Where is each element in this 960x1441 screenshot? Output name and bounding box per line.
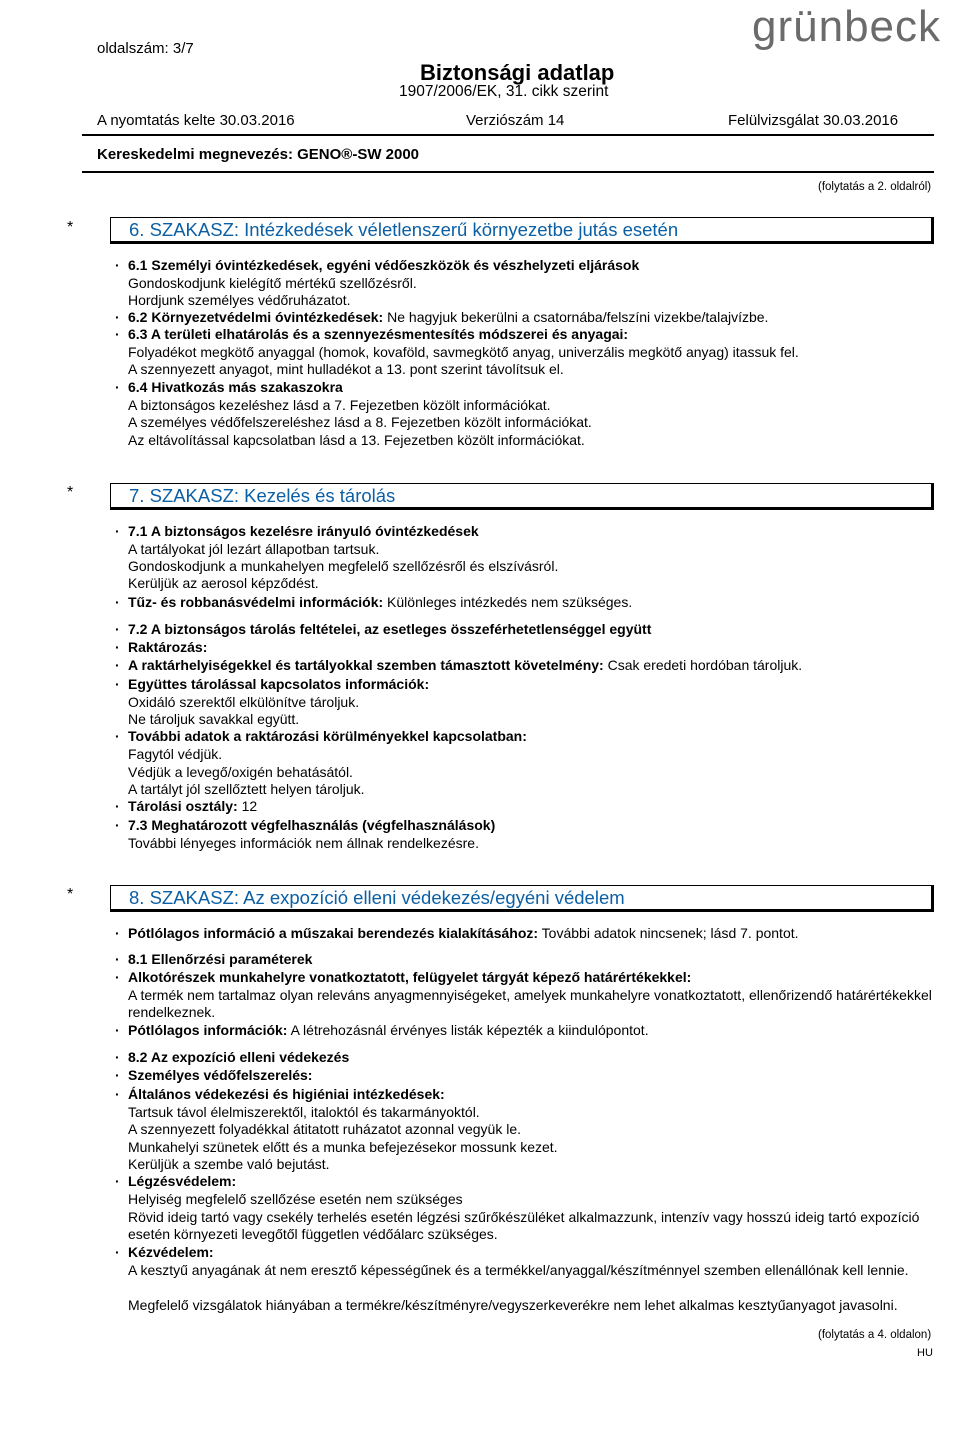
further-storage-line: Védjük a levegő/oxigén behatásától. [128,764,353,780]
hygiene-line: A szennyezett folyadékkal átitatott ruházatot azonnal vegyük le. [128,1121,522,1137]
hygiene-heading: Általános védekezési és higiéniai intézkedések: [128,1086,445,1102]
section-8-title: 8. SZAKASZ: Az expozíció elleni védekezés/egyéni védelem [129,887,625,908]
further-storage-line: A tartályt jól szellőztett helyen tároljuk. [128,781,365,797]
bullet: · [115,969,120,985]
additional-info [128,1022,649,1039]
s7-1-line: Gondoskodjunk a munkahelyen megfelelő szellőzésről és elszívásról. [128,558,559,574]
s6-2-text: Ne hagyjuk bekerülni a csatornába/felszíni vizekbe/talajvízbe. [383,309,769,325]
revision-marker: * [67,219,74,236]
fire-protection-heading: Tűz- és robbanásvédelmi információk: [128,594,384,610]
storage-class-value: 12 [237,798,258,814]
respiratory-heading: Légzésvédelem: [128,1173,237,1189]
s7-1-line: A tartályokat jól lezárt állapotban tartsuk. [128,541,380,557]
brand-logo: grünbeck [752,2,942,51]
storage-class-heading: Tárolási osztály: [128,798,238,814]
bullet: · [115,817,120,833]
s6-1-line: Gondoskodjunk kielégítő mértékű szellőzésről. [128,275,417,291]
print-date: A nyomtatás kelte 30.03.2016 [97,112,295,129]
fire-protection [128,594,632,611]
section-7-heading [110,483,934,510]
ppe-heading: Személyes védőfelszerelés: [128,1067,313,1083]
s6-1-heading: 6.1 Személyi óvintézkedések, egyéni védőeszközök és vészhelyzeti eljárások [128,257,640,273]
trade-name: Kereskedelmi megnevezés: GENO®-SW 2000 [97,146,420,163]
bullet: · [115,798,120,814]
language-code: HU [917,1347,933,1359]
hand-protection-line: A kesztyű anyagának át nem eresztő képességűnek és a termékkel/anyaggal/készítménnyel szemben ellenállónak kell lennie. [128,1262,909,1278]
joint-storage-line: Ne tároljuk savakkal együtt. [128,711,300,727]
s8-2-heading: 8.2 Az expozíció elleni védekezés [128,1049,350,1065]
fire-protection-text: Különleges intézkedés nem szükséges. [383,594,633,610]
section-6-title: 6. SZAKASZ: Intézkedések véletlenszerű környezetbe jutás esetén [129,219,679,240]
limit-values-heading: Alkotórészek munkahelyre vonatkoztatott, felügyelet tárgyát képező határértékekkel: [128,969,692,985]
bullet: · [115,676,120,692]
s6-2-heading: 6.2 Környezetvédelmi óvintézkedések: [128,309,384,325]
version-number: Verziószám 14 [466,112,565,129]
engineering-info-heading: Pótlólagos információ a műszakai berendezés kialakításához: [128,925,539,941]
continued-from-note: (folytatás a 2. oldalról) [818,181,932,193]
s6-4-line: A biztonságos kezeléshez lásd a 7. Fejezetben közölt információkat. [128,397,551,413]
bullet: · [115,1173,120,1189]
bullet: · [115,1086,120,1102]
engineering-info [128,925,799,942]
bullet: · [115,728,120,744]
storage-heading: Raktározás: [128,639,208,655]
revision-marker: * [67,886,74,903]
s7-2-heading: 7.2 A biztonságos tárolás feltételei, az esetleges összeférhetetlenséggel együtt [128,621,652,637]
hygiene-line: Tartsuk távol élelmiszerektől, italoktól és takarmányoktól. [128,1104,480,1120]
s6-4-line: Az eltávolítással kapcsolatban lásd a 13. Fejezetben közölt információkat. [128,432,585,448]
section-8-heading [110,885,934,912]
bullet: · [115,257,120,273]
revision-marker: * [67,484,74,501]
continued-to-note: (folytatás a 4. oldalon) [818,1329,932,1341]
bullet: · [115,379,120,395]
bullet: · [115,1244,120,1260]
storage-requirement-text: Csak eredeti hordóban tároljuk. [603,657,803,673]
section-6-heading [110,217,934,244]
s7-1-line: Kerüljük az aerosol képződést. [128,575,319,591]
hygiene-line: Kerüljük a szembe való bejutást. [128,1156,330,1172]
s6-3-line: A szennyezett anyagot, mint hulladékot a 13. pont szerint távolítsuk el. [128,361,564,377]
page-number: oldalszám: 3/7 [97,40,194,57]
bullet: · [115,1067,120,1083]
s7-3-line: További lényeges információk nem állnak rendelkezésre. [128,835,479,851]
s6-1-line: Hordjunk személyes védőruházatot. [128,292,351,308]
s6-3-line: Folyadékot megkötő anyaggal (homok, kovaföld, savmegkötő anyag, univerzális megkötő anyag) itassuk fel. [128,344,799,360]
document-subtitle: 1907/2006/EK, 31. cikk szerint [399,83,609,100]
bullet: · [115,951,120,967]
additional-info-heading: Pótlólagos információk: [128,1022,288,1038]
bullet: · [115,639,120,655]
hand-protection-heading: Kézvédelem: [128,1244,214,1260]
respiratory-line: Rövid ideig tartó vagy csekély terhelés esetén légzési szűrőkészüléket alkalmazzunk, intenzív vagy hosszú ideig tartó expozíció esetén környezeti levegőtől független védőálarc szükséges. [128,1209,920,1242]
further-storage-heading: További adatok a raktározási körülményekkel kapcsolatban: [128,728,527,744]
bullet: · [115,1049,120,1065]
section-7-title: 7. SZAKASZ: Kezelés és tárolás [129,485,396,506]
document-title: Biztonsági adatlap [420,60,615,85]
limit-values-text: A termék nem tartalmaz olyan releváns anyagmennyiségeket, amelyek munkahelyre vonatkoztatott, ellenőrizendő határértékekkel rendelkeznek. [128,987,932,1020]
s6-4-line: A személyes védőfelszereléshez lásd a 8. Fejezetben közölt információkat. [128,414,592,430]
engineering-info-text: További adatok nincsenek; lásd 7. pontot. [538,925,799,941]
joint-storage-heading: Együttes tárolással kapcsolatos információk: [128,676,430,692]
respiratory-line: Helyiség megfelelő szellőzése esetén nem szükséges [128,1191,463,1207]
bullet: · [115,594,120,610]
s7-3-heading: 7.3 Meghatározott végfelhasználás (végfelhasználások) [128,817,496,833]
header-divider [82,134,934,136]
revision-date: Felülvizsgálat 30.03.2016 [728,112,899,129]
storage-class [128,798,257,815]
additional-info-text: A létrehozásnál érvényes listák képezték a kiindulópontot. [287,1022,649,1038]
tradename-divider [82,171,934,173]
bullet: · [115,326,120,342]
hygiene-line: Munkahelyi szünetek előtt és a munka befejezésekor mossunk kezet. [128,1139,558,1155]
s6-3-heading: 6.3 A területi elhatárolás és a szennyezésmentesítés módszerei és anyagai: [128,326,629,342]
further-storage-line: Fagytól védjük. [128,746,223,762]
bullet: · [115,1022,120,1038]
bullet: · [115,309,120,325]
hand-protection-line: Megfelelő vizsgálatok hiányában a termékre/készítményre/vegyszerkeverékre nem lehet alkalmas kesztyűanyagot javasolni. [128,1297,898,1313]
bullet: · [115,621,120,637]
joint-storage-line: Oxidáló szerektől elkülönítve tároljuk. [128,694,360,710]
bullet: · [115,925,120,941]
bullet: · [115,657,120,673]
s7-1-heading: 7.1 A biztonságos kezelésre irányuló óvintézkedések [128,523,479,539]
s6-2-paragraph [128,309,768,326]
bullet: · [115,523,120,539]
storage-requirement-heading: A raktárhelyiségekkel és tartályokkal szemben támasztott követelmény: [128,657,604,673]
storage-requirement [128,657,802,674]
s6-4-heading: 6.4 Hivatkozás más szakaszokra [128,379,343,395]
s8-1-heading: 8.1 Ellenőrzési paraméterek [128,951,313,967]
